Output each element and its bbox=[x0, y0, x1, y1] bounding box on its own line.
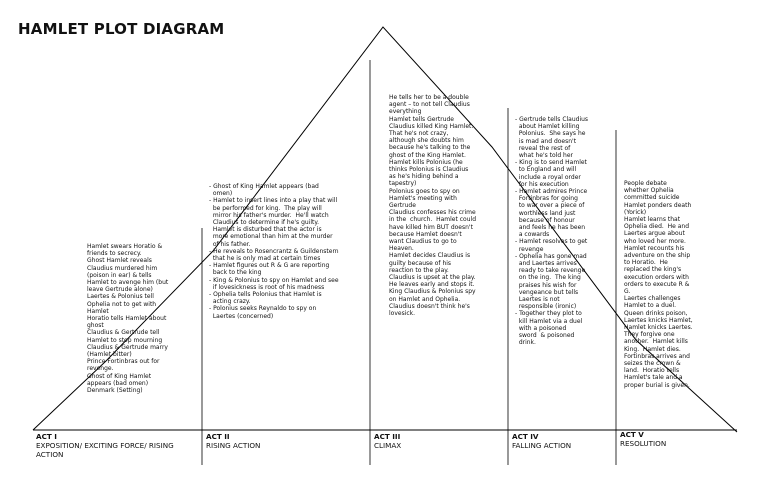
act-4-number: ACT IV bbox=[512, 432, 539, 441]
act-1-events: Hamlet swears Horatio & friends to secrecy. Ghost Hamlet reveals Claudius murdered him (poison in ear) & tells Hamlet to avenge him (but leave Gertrude alone) Laertes & Polonius tell Ophelia not to get with Hamlet Horatio tells Hamlet about ghost Claudius & Gertrude tell Hamlet to stop mourning Claudius & Gertrude marry (Hamlet bitter) Prince Fortinbras out for revenge. Ghost of King Hamlet appears (bad omen) Denmark (Setting) bbox=[87, 243, 169, 395]
act-2-name: RISING ACTION bbox=[206, 441, 261, 450]
act-2-label bbox=[206, 432, 366, 450]
act-5-label bbox=[620, 430, 730, 448]
act-1-label bbox=[36, 432, 200, 459]
act-2-events: - Ghost of King Hamlet appears (bad omen) - Hamlet to insert lines into a play that will be performed for king. The play will mirror his father's murder. He'll watch Claudius to determine if he's guilty. Hamlet is disturbed that the actor is more emotional than him at the murder of his father. - He reveals to Rosencrantz & Guildenstern that he is only mad at certain times - Hamlet figures out R & G are reporting back to the king - King & Polonius to spy on Hamlet and see if lovesickness is root of his madness - Ophelia tells Polonius that Hamlet is acting crazy. - Polonius seeks Reynaldo to spy on Laertes (concerned) bbox=[209, 183, 339, 320]
act-4-name: FALLING ACTION bbox=[512, 441, 572, 450]
page-title: HAMLET PLOT DIAGRAM bbox=[18, 20, 225, 38]
act-5-number: ACT V bbox=[620, 430, 644, 439]
act-1-number: ACT I bbox=[36, 432, 57, 441]
act-3-label bbox=[374, 432, 504, 450]
act-5-events: People debate whether Ophelia committed suicide Hamlet ponders death (Yorick) Hamlet learns that Ophelia died. He and Laertes argue about who loved her more. Hamlet recounts his adventure on the ship to Horatio. He replaced the king's execution orders with orders to execute R & G. Laertes challenges Hamlet to a duel. Queen drinks poison, Laertes knicks Hamlet, Hamlet knicks Laertes. They forgive one another. Hamlet kills King. Hamlet dies. Fortinbras arrives and seizes the crown & land. Horatio tells Hamlet's tale and a proper burial is given. bbox=[624, 180, 693, 389]
act-4-label bbox=[512, 432, 612, 450]
act-2-number: ACT II bbox=[206, 432, 230, 441]
act-1-name: EXPOSITION/ EXCITING FORCE/ RISING ACTION bbox=[36, 441, 174, 459]
act-3-number: ACT III bbox=[374, 432, 401, 441]
act-4-events: - Gertrude tells Claudius about Hamlet killing Polonius. She says he is mad and doesn't reveal the rest of what he's told her - King is to send Hamlet to England and will include a royal order for his execution - Hamlet admires Prince Fortinbras for going to war over a piece of worthless land just because of honour and feels he has been a cowards - Hamlet resolves to get revenge - Ophelia has gone mad and Laertes arrives ready to take revenge on the ing. The king praises his wish for vengeance but tells Laertes is not responsible (ironic) - Together they plot to kill Hamlet via a duel with a poisoned sword & poisoned drink. bbox=[515, 116, 589, 347]
act-3-name: CLIMAX bbox=[374, 441, 402, 450]
act-5-name: RESOLUTION bbox=[620, 439, 667, 448]
act-3-events: He tells her to be a double agent – to not tell Claudius everything Hamlet tells Gertrude Claudius killed King Hamlet. That he's not crazy, although she doubts him because he's talking to the ghost of the King Hamlet. Hamlet kills Polonius (he thinks Polonius is Claudius as he's hiding behind a tapestry) Polonius goes to spy on Hamlet's meeting with Gertrude Claudius confesses his crime in the church. Hamlet could have killed him BUT doesn't because Hamlet doesn't want Claudius to go to Heaven. Hamlet decides Claudius is guilty because of his reaction to the play. Claudius is upset at the play. He leaves early and stops it. King Claudius & Polonius spy on Hamlet and Ophelia. Claudius doesn't think he's lovesick. bbox=[389, 94, 476, 318]
